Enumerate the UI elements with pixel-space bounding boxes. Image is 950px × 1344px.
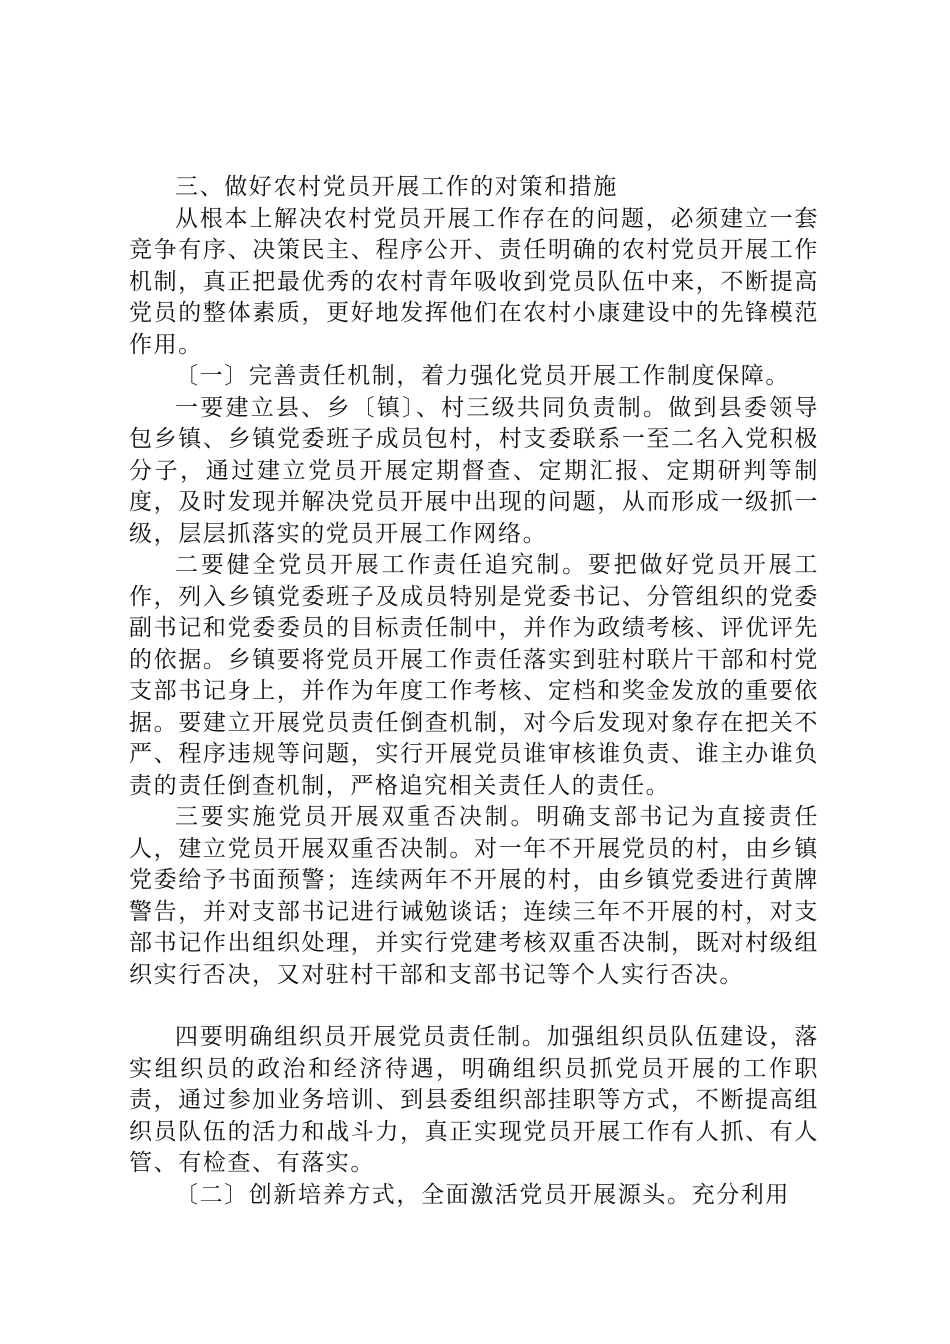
subsection-heading-1: 〔一〕完善责任机制，着力强化党员开展工作制度保障。 (175, 363, 790, 389)
paragraph-item-4: 四要明确组织员开展党员责任制。加强组织员队伍建设，落实组织员的政治和经济待遇，明确组织员抓党员开展的工作职责，通过参加业务培训、到县委组织部挂职等方式，不断提高组织员队伍的活力和战斗力，真正实现党员开展工作有人抓、有人管、有检查、有落实。 (129, 1024, 819, 1176)
paragraph-item-2: 二要健全党员开展工作责任追究制。要把做好党员开展工作，列入乡镇党委班子及成员特别是党委书记、分管组织的党委副书记和党委委员的目标责任制中，并作为政绩考核、评优评先的依据。乡镇要将党员开展工作责任落实到驻村联片干部和村党支部书记身上，并作为年度工作考核、定档和奖金发放的重要依据。要建立开展党员责任倒查机制，对今后发现对象存在把关不严、程序违规等问题，实行开展党员谁审核谁负责、谁主办谁负责的责任倒查机制，严格追究相关责任人的责任。 (129, 552, 819, 799)
paragraph-item-1: 一要建立县、乡〔镇〕、村三级共同负责制。做到县委领导包乡镇、乡镇党委班子成员包村，村支委联系一至二名入党积极分子，通过建立党员开展定期督查、定期汇报、定期研判等制度，及时发现并解决党员开展中出现的问题，从而形成一级抓一级，层层抓落实的党员开展工作网络。 (129, 394, 819, 547)
section-heading: 三、做好农村党员开展工作的对策和措施 (175, 174, 618, 200)
paragraph-intro: 从根本上解决农村党员开展工作存在的问题，必须建立一套竞争有序、决策民主、程序公开、责任明确的农村党员开展工作机制，真正把最优秀的农村青年吸收到党员队伍中来，不断提高党员的整体素质，更好地发挥他们在农村小康建设中的先锋模范作用。 (129, 205, 819, 358)
document-body (129, 172, 819, 1211)
paragraph-item-3: 三要实施党员开展双重否决制。明确支部书记为直接责任人，建立党员开展双重否决制。对一年不开展党员的村，由乡镇党委给予书面预警；连续两年不开展的村，由乡镇党委进行黄牌警告，并对支部书记进行诫勉谈话；连续三年不开展的村，对支部书记作出组织处理，并实行党建考核双重否决制，既对村级组织实行否决，又对驻村干部和支部书记等个人实行否决。 (129, 804, 819, 988)
subsection-heading-2: 〔二〕创新培养方式，全面激活党员开展源头。充分利用 (175, 1181, 790, 1208)
